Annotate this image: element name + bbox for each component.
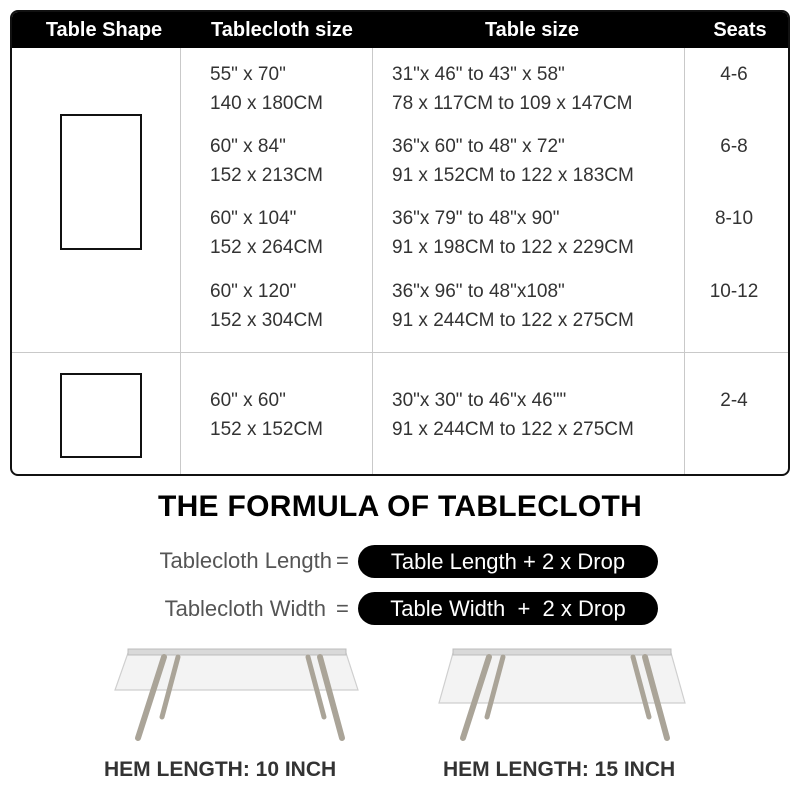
width-formula-pill: Table Width + 2 x Drop: [358, 592, 658, 625]
tablecloth-size-cell: 60" x 104" 152 x 264CM: [210, 208, 324, 258]
header-tablecloth-size: Tablecloth size: [211, 19, 353, 41]
rectangle-shape-icon: [60, 114, 142, 250]
square-shape-icon: [60, 373, 142, 458]
table-size-cell: 36"x 96" to 48"x108" 91 x 244CM to 122 x 275CM: [392, 281, 634, 331]
column-divider: [372, 48, 373, 474]
hem-length-15-label: HEM LENGTH: 15 INCH: [443, 758, 676, 781]
tablecloth-length-label: Tablecloth Length: [159, 548, 332, 573]
column-divider: [180, 48, 181, 474]
table-size-cell: 36"x 60" to 48" x 72" 91 x 152CM to 122 x 183CM: [392, 136, 634, 186]
header-table-size: Table size: [484, 19, 580, 41]
seats-cell: 10-12: [709, 281, 759, 302]
tablecloth-width-label: Tablecloth Width: [164, 596, 326, 621]
seats-cell: 4-6: [720, 64, 748, 85]
hem-length-10-label: HEM LENGTH: 10 INCH: [104, 758, 337, 781]
table-size-cell: 30"x 30" to 46"x 46"" 91 x 244CM to 122 x 275CM: [392, 390, 634, 440]
table-size-cell: 31"x 46" to 43" x 58" 78 x 117CM to 109 x 147CM: [392, 64, 633, 114]
seats-cell: 2-4: [720, 390, 748, 411]
tablecloth-size-cell: 60" x 60" 152 x 152CM: [210, 390, 324, 440]
row-divider: [12, 352, 788, 353]
table-header-row: [12, 12, 788, 48]
seats-cell: 8-10: [714, 208, 754, 229]
column-divider: [684, 48, 685, 474]
size-chart-table: [10, 10, 790, 476]
table-15-inch-hem-illustration: [435, 645, 690, 745]
table-10-inch-hem-illustration: [110, 645, 365, 745]
equals-sign: =: [336, 548, 349, 573]
header-table-shape: Table Shape: [45, 19, 163, 41]
seats-cell: 6-8: [720, 136, 748, 157]
header-seats: Seats: [713, 19, 767, 41]
table-top: [453, 649, 671, 655]
formula-title: THE FORMULA OF TABLECLOTH: [157, 490, 643, 523]
table-size-cell: 36"x 79" to 48"x 90" 91 x 198CM to 122 x 229CM: [392, 208, 634, 258]
tablecloth-size-cell: 60" x 120" 152 x 304CM: [210, 281, 324, 331]
table-top: [128, 649, 346, 655]
length-formula-pill: Table Length + 2 x Drop: [358, 545, 658, 578]
tablecloth-size-cell: 60" x 84" 152 x 213CM: [210, 136, 324, 186]
equals-sign: =: [336, 596, 349, 621]
tablecloth-size-cell: 55" x 70" 140 x 180CM: [210, 64, 324, 114]
